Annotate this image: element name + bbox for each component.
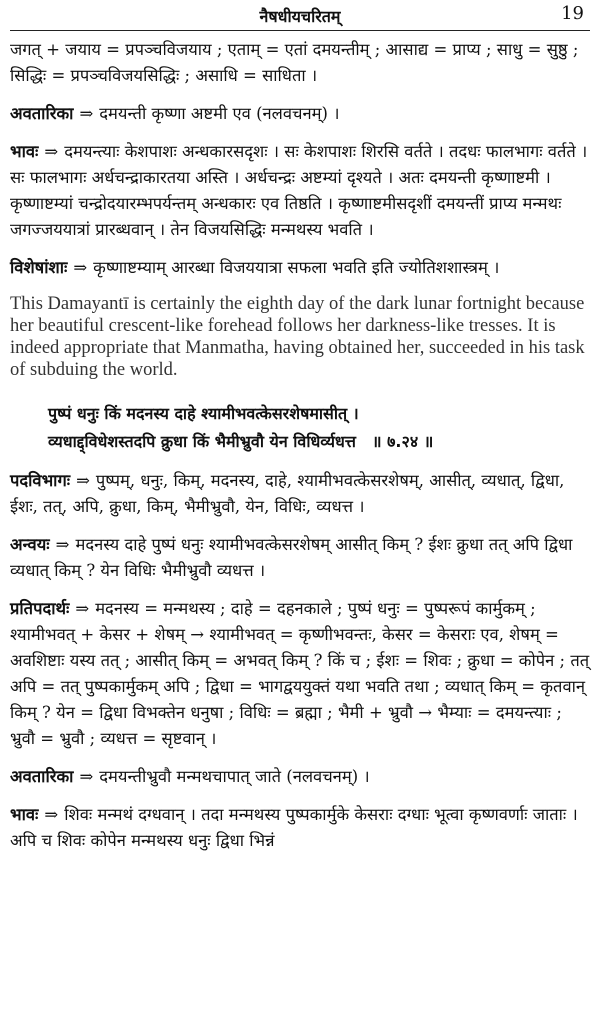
avatarika-text-1: दमयन्ती कृष्णा अष्टमी एव (नलवचनम्) । [99,104,340,123]
anvaya-text: मदनस्य दाहे पुष्पं धनुः श्यामीभवत्केसरशेषम् आसीत् किम् ? ईशः क्रुधा तत् अपि द्विधा व्यधात् किम् ? येन विधिः भैमीभ्रुवौ व्यधत्त । [10,534,573,580]
anvaya-label: अन्वयः [10,534,50,554]
avatarika-label-2: अवतारिका [10,766,74,786]
english-translation: This Damayantī is certainly the eighth day of the dark lunar fortnight because her beautiful crescent-like forehead follows her darkness-like tresses. It is indeed appropriate that Manmatha, having obtained her, succeeded in his task of subduing the world. [10,294,585,380]
arrow-icon: ⇒ [73,258,88,277]
anvaya-section [10,532,590,584]
avatarika-label-1: अवतारिका [10,104,74,123]
verse-line-2-text: व्यधाद्द्विधेशस्तदपि क्रुधा किं भैमीभ्रुवौ येन विधिर्व्यधत्त [48,431,356,451]
padavibhaga-section [10,468,590,520]
arrow-icon: ⇒ [44,142,59,161]
arrow-icon: ⇒ [55,534,70,554]
arrow-icon: ⇒ [79,104,94,123]
visheshamsha-section [10,255,590,281]
arrow-icon: ⇒ [44,804,59,824]
pratipadartha-label: प्रतिपदार्थः [10,598,70,618]
bhava-label-1: भावः [10,142,39,161]
padavibhaga-label: पदविभागः [10,470,71,490]
bhava-label-2: भावः [10,804,39,824]
arrow-icon: ⇒ [79,766,94,786]
bhava-section-1 [10,139,590,243]
pratipadartha-text: मदनस्य = मन्मथस्य ; दाहे = दहनकाले ; पुष्पं धनुः = पुष्परूपं कार्मुकम् ; श्यामीभवत् + केसर + शेषम् → श्यामीभवत् = कृष्णीभवन्तः, केसर = केसराः एव, शेषम् = अवशिष्टाः यस्य तत् ; आसीत् किम् = अभवत् किम् ? किं च ; ईशः = शिवः ; क्रुधा = कोपेन ; तत् अपि = तत् पुष्पकार्मुकम् अपि ; द्विधा = भागद्वययुक्तं यथा भवति तथा ; व्यधात् किम् = कृतवान् किम् ? येन = द्विधा विभक्तेन धनुषा ; विधिः = ब्रह्मा ; भैमी + भ्रुवौ → भैम्याः = दमयन्त्याः ; भ्रुवौ = भ्रुवौ ; व्यधत्त = सृष्टवान् । [10,598,590,748]
verse-line-2 [48,428,590,456]
intro-glossary: जगत् + जयाय = प्रपञ्चविजयाय ; एताम् = एतां दमयन्तीम् ; आसाद्य = प्राप्य ; साधु = सुष्ठु ; सिद्धिः = प्रपञ्चविजयसिद्धिः ; असाधि = साधिता । [10,40,579,85]
arrow-icon: ⇒ [75,598,90,618]
page-number: 19 [561,3,584,24]
avatarika-text-2: दमयन्तीभ्रुवौ मन्मथचापात् जाते (नलवचनम्) । [99,766,370,786]
bhava-section-2 [10,802,590,854]
page-header [10,0,590,31]
verse-number: ॥ ७.२४ ॥ [371,431,434,451]
pratipadartha-section [10,596,590,752]
avatarika-section-1 [10,101,590,127]
arrow-icon: ⇒ [76,470,90,490]
padavibhaga-text: पुष्पम्, धनुः, किम्, मदनस्य, दाहे, श्यामीभवत्केसरशेषम्, आसीत्, व्यधात्, द्विधा, ईशः, तत्, अपि, क्रुधा, किम्, भैमीभ्रुवौ, येन, विधिः, व्यधत्त । [10,470,565,516]
avatarika-section-2 [10,764,590,790]
verse-block [10,400,590,456]
bhava-text-2: शिवः मन्मथं दग्धवान् । तदा मन्मथस्य पुष्पकार्मुके केसराः दग्धाः भूत्वा कृष्णवर्णाः जाताः । अपि च शिवः कोपेन मन्मथस्य धनुः द्विधा भिन्नं [10,804,578,850]
running-title: नैषधीयचरितम् [259,7,341,26]
bhava-text-1: दमयन्त्याः केशपाशः अन्धकारसदृशः । सः केशपाशः शिरसि वर्तते । तदधः फालभागः वर्तते । सः फालभागः अर्धचन्द्राकारतया अस्ति । अर्धचन्द्रः अष्टम्यां दृश्यते । अतः दमयन्ती कृष्णाष्टमी । कृष्णाष्टम्यां चन्द्रोदयारम्भपर्यन्तम् अन्धकारः एव तिष्ठति । कृष्णाष्टमीसदृशीं दमयन्तीं प्राप्य मन्मथः जगज्जययात्रां प्रारब्धवान् । तेन विजयसिद्धिः मन्मथस्य भवति । [10,142,588,239]
visheshamsha-label: विशेषांशाः [10,258,68,277]
visheshamsha-text: कृष्णाष्टम्याम् आरब्धा विजययात्रा सफला भवति इति ज्योतिशशास्त्रम् । [93,258,500,277]
verse-line-1: पुष्पं धनुः किं मदनस्य दाहे श्यामीभवत्केसरशेषमासीत् । [48,403,359,423]
